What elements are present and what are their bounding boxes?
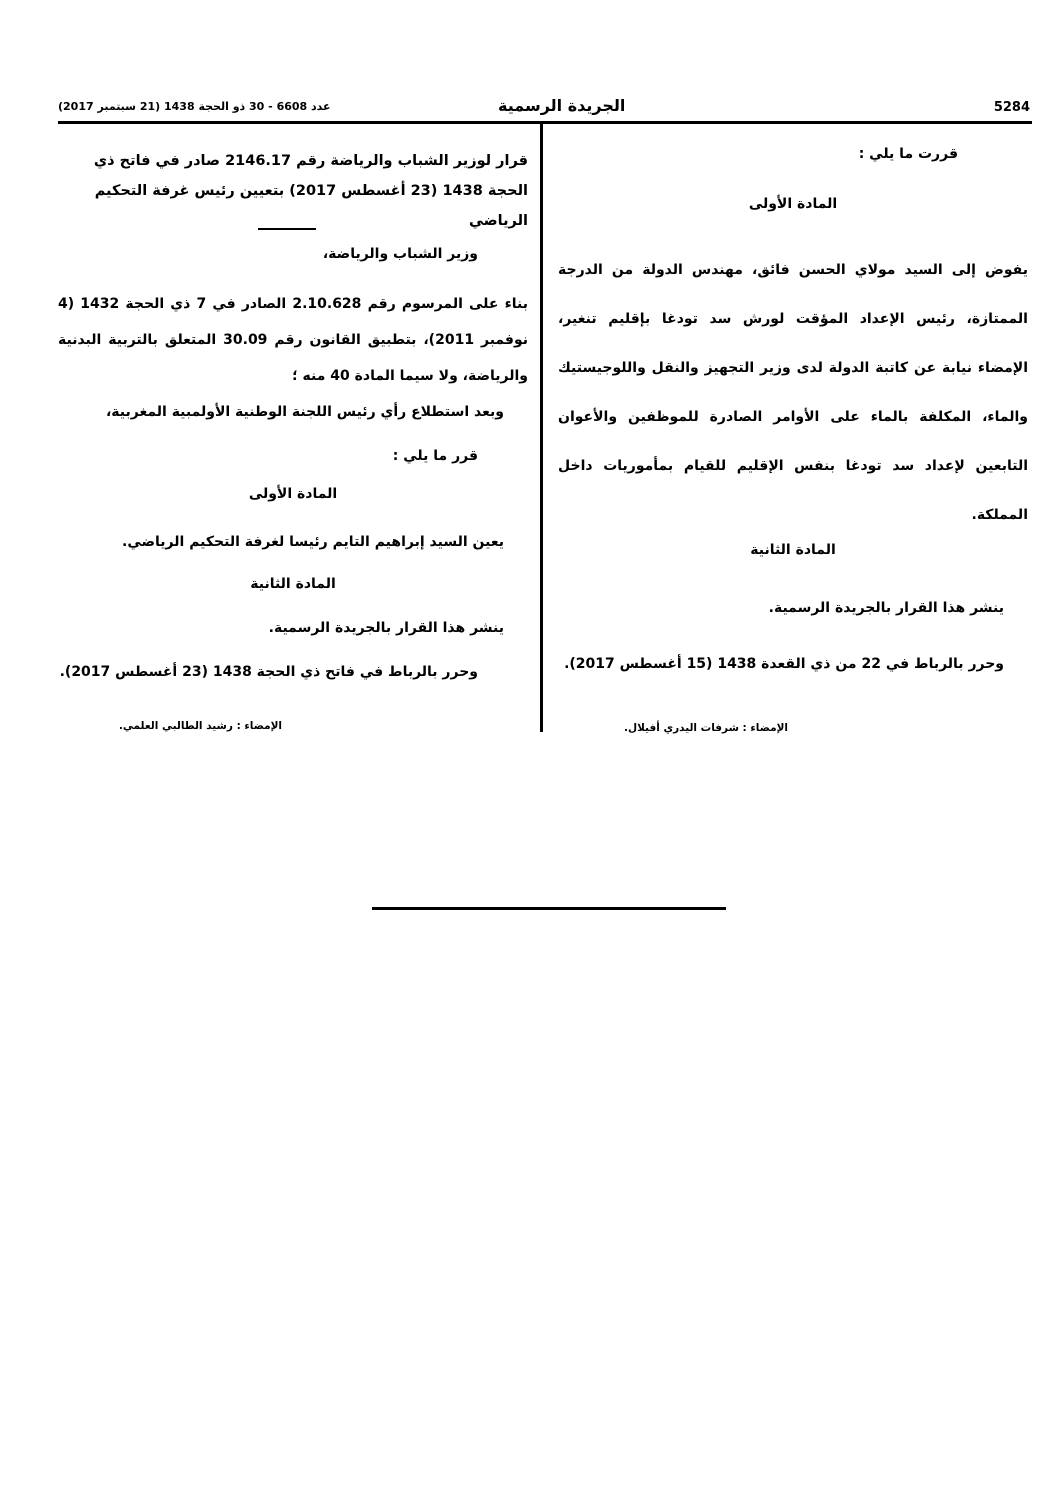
consultation-line: وبعد استطلاع رأي رئيس اللجنة الوطنية الأولمبية المغربية، — [105, 404, 504, 420]
right-signature: الإمضاء : شرفات اليدري أفيلال. — [623, 722, 788, 734]
left-date-line: وحرر بالرباط في فاتح ذي الحجة 1438 (23 أغسطس 2017). — [59, 664, 478, 680]
header-rule — [58, 121, 1032, 124]
minister-line: وزير الشباب والرياضة، — [322, 246, 478, 262]
left-article2-text: ينشر هذا القرار بالجريدة الرسمية. — [268, 620, 504, 636]
journal-name: الجريدة الرسمية — [498, 96, 626, 115]
right-article2-heading: المادة الثانية — [750, 542, 836, 558]
left-intro: قرر ما يلي : — [392, 448, 478, 464]
page-header — [58, 96, 1032, 118]
right-date-line: وحرر بالرباط في 22 من ذي القعدة 1438 (15 أغسطس 2017). — [564, 656, 1004, 672]
right-intro: قررت ما يلي : — [858, 146, 958, 162]
left-article1-text: يعين السيد إبراهيم التايم رئيسا لغرفة التحكيم الرياضي. — [122, 534, 504, 550]
legal-basis: بناء على المرسوم رقم 2.10.628 الصادر في 7 ذي الحجة 1432 (4 نوفمبر 2011)، بتطبيق القانون رقم 30.09 المتعلق بالتربية البدنية والرياضة، ولا سيما المادة 40 منه ؛ — [58, 296, 528, 384]
page-number: 5284 — [993, 100, 1030, 115]
left-signature: الإمضاء : رشيد الطالبي العلمي. — [118, 720, 282, 732]
title-separator — [258, 228, 316, 230]
page-end-rule — [372, 907, 726, 910]
issue-info: عدد 6608 - 30 ذو الحجة 1438 (21 سبتمبر 2017) — [58, 100, 331, 113]
right-article2-text: ينشر هذا القرار بالجريدة الرسمية. — [768, 600, 1004, 616]
right-article1-text: يفوض إلى السيد مولاي الحسن فائق، مهندس الدولة من الدرجة الممتازة، رئيس الإعداد المؤقت لورش سد تودغا بإقليم تنغير، الإمضاء نيابة عن كاتبة الدولة لدى وزير التجهيز والنقل واللوجيستيك والماء، المكلفة بالماء على الأوامر الصادرة للموظفين والأعوان التابعين لإعداد سد تودغا بنفس الإقليم للقيام بمأموريات داخل المملكة. — [558, 262, 1028, 523]
left-article1-heading: المادة الأولى — [248, 486, 338, 502]
decision-title: قرار لوزير الشباب والرياضة رقم 2146.17 صادر في فاتح ذي الحجة 1438 (23 أغسطس 2017) بتعيين رئيس غرفة التحكيم الرياضي — [93, 153, 528, 229]
column-divider — [540, 124, 543, 732]
left-article2-heading: المادة الثانية — [250, 576, 336, 592]
right-article1-heading: المادة الأولى — [748, 196, 838, 212]
